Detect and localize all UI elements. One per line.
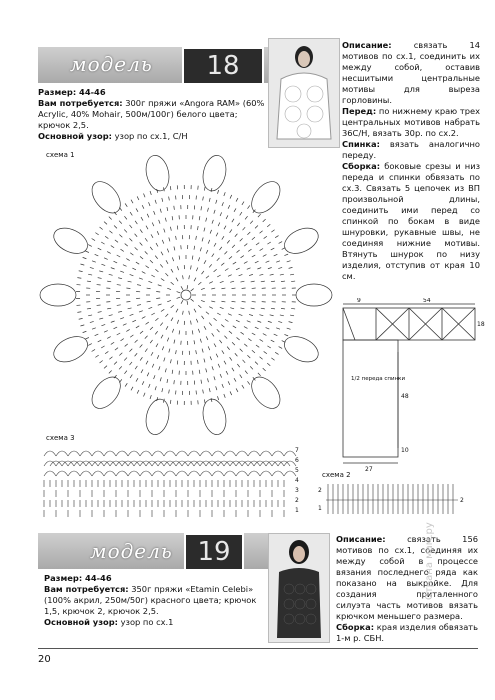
diagram-bottom: 27 [365, 466, 373, 473]
model19-description-block [336, 534, 478, 644]
model18-description-text: связать 14 мотивов по сх.1, соединить их между собой, оставив несшитыми центральные мотивы для выреза горловины. [342, 40, 481, 105]
schema3-label: схема 3 [46, 434, 75, 442]
svg-text:7: 7 [295, 447, 299, 454]
diagram-center: 1/2 переда спинки [351, 376, 406, 382]
svg-text:5: 5 [295, 467, 299, 474]
model18-need-label: Вам потребуется: [38, 98, 123, 108]
model18-front-text: по нижнему краю трех центральных мотивов набрать 36С/Н, вязать 30р. по сх.2. [342, 106, 480, 138]
model18-pattern-label: Основной узор: [38, 131, 112, 141]
model19-number: 19 [184, 533, 244, 571]
schema1-label: схема 1 [46, 151, 75, 159]
model18-need-text: 300г пряжи «Angora RAM» (60% Acrylic, 40% Mohair, 500м/100г) белого цвета; крючок 2,5. [38, 98, 265, 130]
diagram-side48: 48 [401, 393, 409, 400]
svg-text:2: 2 [295, 497, 299, 504]
model19-photo [268, 533, 330, 643]
svg-text:2: 2 [318, 487, 322, 494]
model19-assembly-text: края изделия обвязать 1-м р. СБН. [336, 622, 478, 643]
schema2-ribbing [318, 478, 468, 520]
model18-assembly-text: боковые срезы и низ переда и спинки обвязать по сх.3. Связать 5 цепочек из ВП произвольной длины, соединить ими перед со спинкой по бокам в виде шнуровки, рукавные швы, не соединяя нижние мотивы. Втянуть шнурок по низу изделия, отступив от края 10 см. [342, 161, 480, 281]
model18-title: модель [70, 52, 153, 76]
diagram-top1: 9 [357, 298, 361, 304]
model18-description-block [342, 40, 480, 282]
model18-number: 18 [182, 47, 264, 85]
model18-pattern-text: узор по сх.1, С/Н [114, 131, 188, 141]
svg-text:6: 6 [295, 457, 299, 464]
svg-text:1: 1 [295, 507, 299, 514]
svg-text:3: 3 [295, 487, 299, 494]
model18-front-label: Перед: [342, 106, 377, 116]
model18-size: Размер: 44-46 [38, 87, 106, 97]
model18-back-text: вязать аналогично переду. [342, 139, 480, 160]
model18-photo [268, 38, 340, 148]
schema2-label: схема 2 [322, 471, 351, 479]
watermark: Страна мам.ру [424, 522, 435, 600]
model19-need-label: Вам потребуется: [44, 584, 129, 594]
model18-assembly-label: Сборка: [342, 161, 381, 171]
pattern-diagram [335, 298, 485, 473]
model19-title: модель [90, 539, 173, 563]
model19-pattern-label: Основной узор: [44, 617, 118, 627]
model19-description-label: Описание: [336, 534, 386, 544]
svg-text:1: 1 [318, 505, 322, 512]
schema1-motif [36, 155, 336, 440]
footer-rule [38, 648, 478, 649]
model18-description-label: Описание: [342, 40, 392, 50]
model19-pattern-text: узор по сх.1 [120, 617, 174, 627]
diagram-side10: 10 [401, 447, 409, 454]
page-number: 20 [38, 654, 51, 665]
model19-size: Размер: 44-46 [44, 573, 112, 583]
model19-specs [44, 573, 264, 628]
schema3-border [40, 440, 300, 520]
svg-text:2: 2 [460, 497, 464, 504]
diagram-side18: 18 [477, 321, 485, 328]
model19-description-text: связать 156 мотивов по сх.1, соединяя их между собой в процессе вязания последнего ряда как показано на выкройке. Для создания приталенного силуэта часть мотивов вязать крючком меньшего размера. [336, 534, 479, 621]
model18-specs [38, 87, 268, 142]
diagram-top2: 54 [423, 298, 431, 304]
model19-assembly-label: Сборка: [336, 622, 375, 632]
model19-need-text: 350г пряжи «Etamin Celebi» (100% акрил, 250м/50г) красного цвета; крючок 1,5, крючок 2, крючок 2,5. [44, 584, 257, 616]
svg-text:4: 4 [295, 477, 299, 484]
model18-back-label: Спинка: [342, 139, 380, 149]
